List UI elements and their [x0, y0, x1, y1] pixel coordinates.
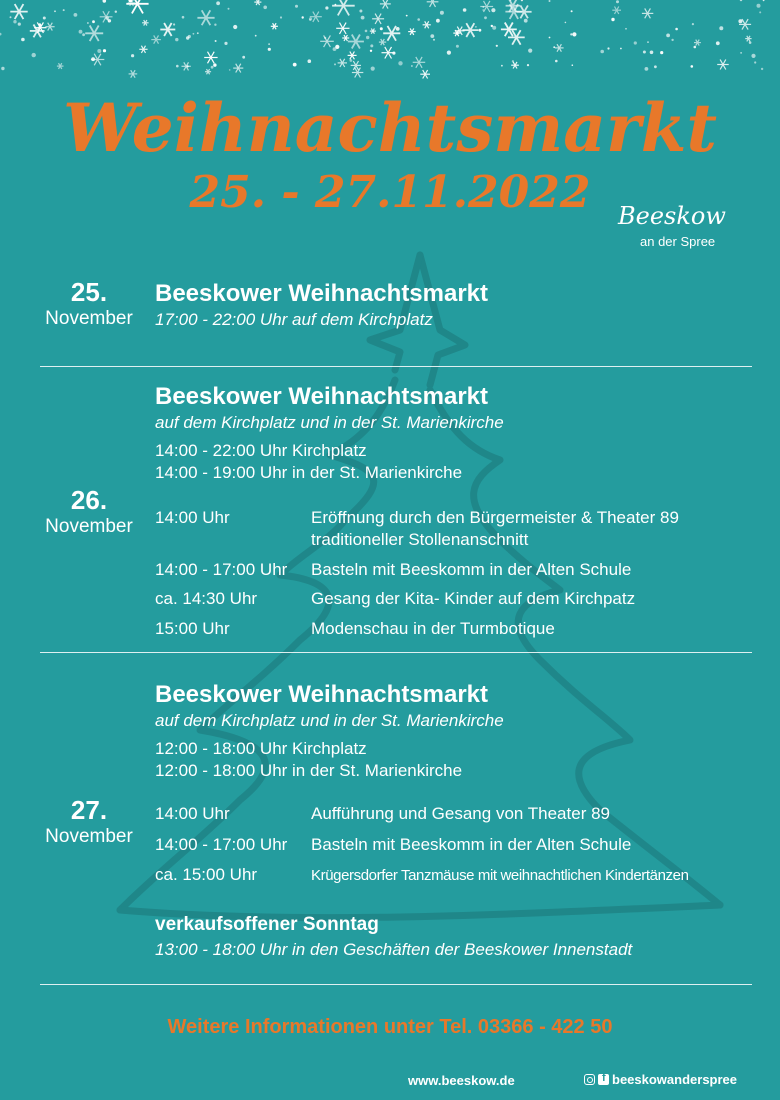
divider	[40, 984, 752, 985]
social-handle-text: beeskowanderspree	[612, 1072, 738, 1087]
program-desc: Modenschau in der Turmbotique	[311, 619, 555, 638]
day-month: November	[45, 308, 133, 329]
day-label-27	[30, 795, 148, 849]
hours-line: 12:00 - 18:00 Uhr Kirchplatz	[155, 739, 367, 758]
program-time: ca. 15:00 Uhr	[155, 865, 258, 884]
sunday-title: verkaufsoffener Sonntag	[155, 914, 379, 935]
program-desc: Basteln mit Beeskomm in der Alten Schule	[311, 560, 632, 579]
divider	[40, 652, 752, 653]
program-desc: Krügersdorfer Tanzmäuse mit weihnachtlichen Kindertänzen	[311, 867, 689, 884]
facebook-icon	[598, 1074, 609, 1085]
event-title: Beeskower Weihnachtsmarkt	[155, 280, 489, 307]
day-month: November	[45, 826, 133, 847]
website-link[interactable]: www.beeskow.de	[408, 1073, 515, 1088]
program-time: 15:00 Uhr	[155, 619, 230, 638]
program-time: ca. 14:30 Uhr	[155, 589, 258, 608]
divider	[40, 366, 752, 367]
program-time: 14:00 Uhr	[155, 508, 230, 527]
beeskow-logo	[618, 202, 758, 258]
hours-line: 14:00 - 19:00 Uhr in der St. Marienkirche	[155, 463, 463, 482]
program-desc: Eröffnung durch den Bürgermeister & Theater 89	[311, 508, 679, 527]
logo-script: Beeskow	[618, 202, 726, 230]
program-time: 14:00 Uhr	[155, 804, 230, 823]
hours-line: 12:00 - 18:00 Uhr in der St. Marienkirche	[155, 761, 463, 780]
page-title: Weihnachtsmarkt	[63, 89, 717, 167]
event-subtitle: auf dem Kirchplatz und in der St. Marienkirche	[155, 711, 504, 730]
sunday-subtitle: 13:00 - 18:00 Uhr in den Geschäften der Beeskower Innenstadt	[155, 940, 633, 959]
day-number: 27.	[70, 795, 108, 825]
day-number: 25.	[70, 277, 108, 307]
info-phone: Weitere Informationen unter Tel. 03366 - 422 50	[167, 1016, 613, 1038]
day-label-26	[30, 485, 148, 539]
social-handle[interactable]	[584, 1072, 737, 1087]
program-desc: Gesang der Kita- Kinder auf dem Kirchpatz	[311, 589, 636, 608]
hours-line: 14:00 - 22:00 Uhr Kirchplatz	[155, 441, 367, 460]
program-desc: Basteln mit Beeskomm in der Alten Schule	[311, 835, 632, 854]
instagram-icon	[584, 1074, 595, 1085]
program-time: 14:00 - 17:00 Uhr	[155, 560, 288, 579]
event-subtitle: 17:00 - 22:00 Uhr auf dem Kirchplatz	[155, 310, 433, 329]
day-label-25	[30, 277, 148, 331]
program-time: 14:00 - 17:00 Uhr	[155, 835, 288, 854]
logo-subtitle: an der Spree	[640, 234, 716, 249]
day-month: November	[45, 516, 133, 537]
event-title: Beeskower Weihnachtsmarkt	[155, 681, 489, 708]
event-subtitle: auf dem Kirchplatz und in der St. Marienkirche	[155, 413, 504, 432]
event-title: Beeskower Weihnachtsmarkt	[155, 383, 489, 410]
event-dates: 25. - 27.11.2022	[189, 167, 591, 218]
program-desc: Aufführung und Gesang von Theater 89	[311, 804, 610, 823]
day-number: 26.	[70, 485, 108, 515]
program-desc: traditioneller Stollenanschnitt	[311, 530, 529, 549]
